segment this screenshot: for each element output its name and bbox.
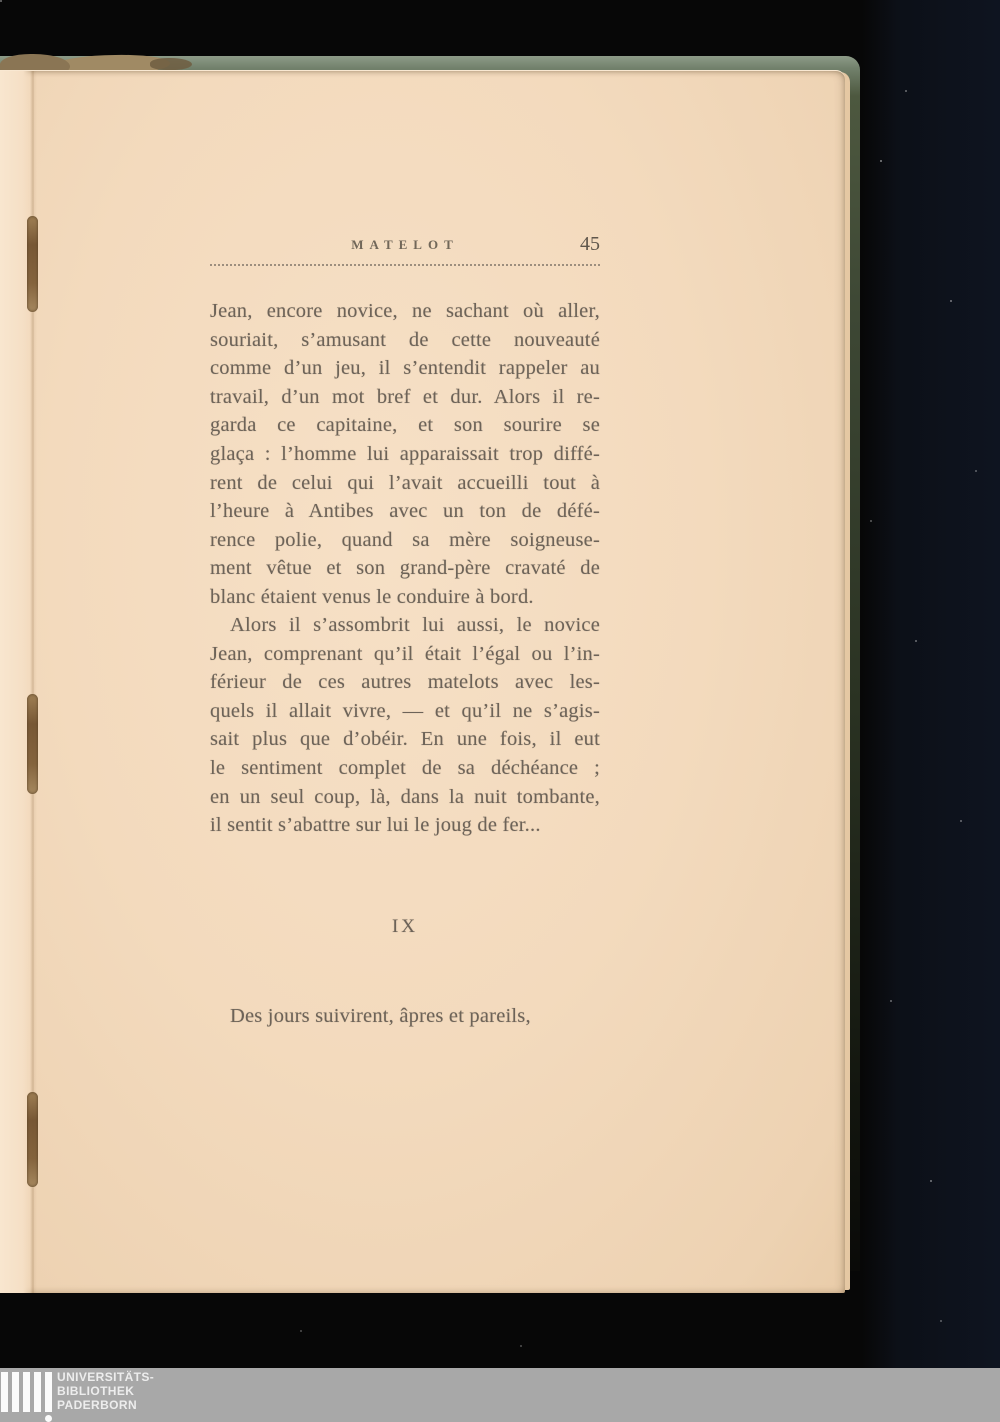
paragraph-3 [210,1002,600,1031]
text-line: Alors il s’assombrit lui aussi, le novice [230,614,600,636]
text-line: rence polie, quand sa mère soigneuse- [210,528,600,551]
text-line: comme d’un jeu, il s’entendit rappeler au [210,357,600,380]
library-name-line: BIBLIOTHEK [57,1383,135,1398]
text-line: le sentiment complet de sa déchéance ; [210,756,600,779]
binding-stitch [27,694,38,794]
chapter-heading: IX [391,916,419,937]
text-line: Jean, comprenant qu’il était l’égal ou l’in- [210,642,600,665]
header-dotted-rule [210,264,600,266]
paragraph-1 [210,297,600,612]
text-line: ment vêtue et son grand-père cravaté de [210,557,600,580]
library-name-line: PADERBORN [57,1397,138,1412]
text-line: garda ce capitaine, et son sourire se [210,414,600,437]
binding-stitch [27,1092,38,1187]
text-line: blanc étaient venus le conduire à bord. [210,585,534,608]
running-header [210,233,600,265]
library-logo-icon [0,1372,54,1422]
text-line: glaça : l’homme lui apparaissait trop diffé- [210,442,600,465]
text-line: sait plus que d’obéir. En une fois, il eut [210,728,600,751]
text-line: Des jours suivirent, âpres et pareils, [230,1005,531,1027]
page-number: 45 [580,233,600,255]
library-name-line: UNIVERSITÄTS- [57,1370,155,1384]
text-line: rent de celui qui l’avait accueilli tout à [210,471,600,494]
text-line: Jean, encore novice, ne sachant où aller, [210,300,600,322]
text-line: l’heure à Antibes avec un ton de défé- [210,500,600,523]
library-name [57,1371,154,1412]
text-line: férieur de ces autres matelots avec les- [210,671,600,694]
text-line: quels il allait vivre, — et qu’il ne s’agis- [210,699,600,722]
dust-specks [0,0,2,2]
watermark-bar [0,1368,1000,1422]
binding-stitch [27,216,38,312]
scanner-shadow-right [862,0,1000,1368]
paragraph-2 [210,611,600,840]
text-line: travail, d’un mot bref et dur. Alors il re- [210,385,600,408]
torn-paper-fragment [150,58,192,70]
book-page [0,70,845,1293]
text-line: en un seul coup, là, dans la nuit tombante, [210,785,600,808]
running-title: MATELOT [351,237,459,252]
text-line: il sentit s’abattre sur lui le joug de fer... [210,814,541,837]
text-line: souriait, s’amusant de cette nouveauté [210,328,600,351]
